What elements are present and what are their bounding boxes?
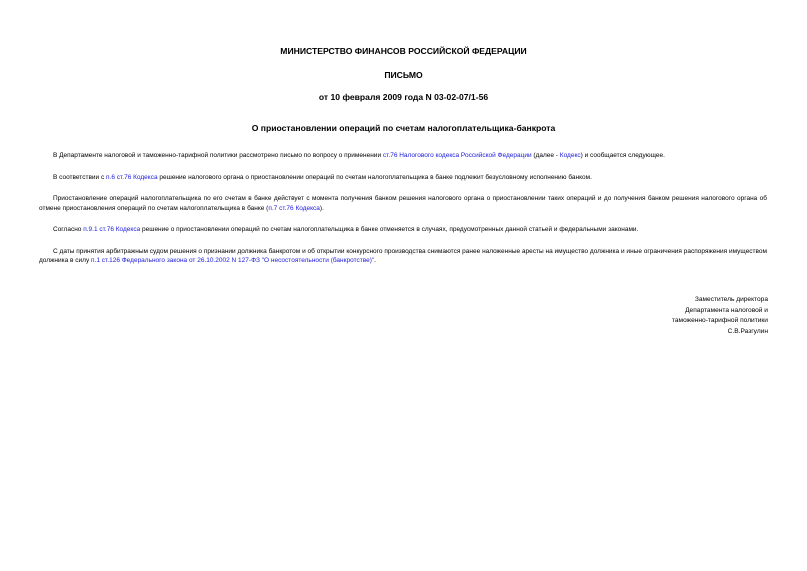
paragraph-1 — [39, 151, 767, 161]
link-article-76-tax-code[interactable]: ст.76 Налогового кодекса Российской Федерации — [382, 152, 532, 159]
signature-name: С.В.Разгулин — [727, 327, 768, 335]
paragraph-4 — [39, 225, 767, 235]
link-bankruptcy-law[interactable]: п.1 ст.126 Федерального закона от 26.10.2002 N 127-ФЗ "О несостоятельности (банкротстве)" — [91, 257, 375, 264]
paragraph-text: ). — [319, 204, 324, 212]
signature-block — [672, 295, 768, 337]
paragraph-5 — [39, 247, 767, 266]
document-type: ПИСЬМО — [384, 70, 423, 80]
paragraph-text: Приостановление операций налогоплательщика по его счетам в банке действует с момента получения банком решения налогового органа о приостановлении таких операций и до получения банком решения налогового органа об отмене приостановления операций по счетам налогоплательщика в банке ( — [39, 195, 767, 212]
document-subject: О приостановлении операций по счетам налогоплательщика-банкрота — [251, 123, 556, 133]
paragraph-text: В соответствии с — [53, 173, 107, 181]
signature-department: Департамента налоговой и — [685, 306, 768, 314]
link-p9-1-article-76[interactable]: п.9.1 ст.76 Кодекса — [83, 226, 141, 233]
paragraph-2 — [39, 173, 767, 183]
paragraph-text: С даты принятия арбитражным судом решения о признании должника банкротом и об открытии конкурсного производства снимаются ранее наложенные аресты на имущество должника и иные ограничения распоряжения имуществом должника в силу — [39, 247, 767, 264]
letter-body — [39, 151, 767, 266]
paragraph-text: решение налогового органа о приостановлении операций по счетам налогоплательщика в банке подлежит безусловному исполнению банком. — [157, 173, 592, 181]
paragraph-text: решение о приостановлении операций по счетам налогоплательщика в банке отменяется в случаях, предусмотренных данной статьей и федеральными законами. — [140, 226, 639, 233]
ministry-heading: МИНИСТЕРСТВО ФИНАНСОВ РОССИЙСКОЙ ФЕДЕРАЦИИ — [280, 46, 527, 56]
link-code[interactable]: Кодекс — [559, 152, 581, 159]
paragraph-text: В Департаменте налоговой и таможенно-тарифной политики рассмотрено письмо по вопросу о применении — [53, 152, 383, 159]
signature-position: Заместитель директора — [694, 296, 768, 303]
paragraph-text: Согласно — [53, 226, 84, 233]
paragraph-text: (далее - — [531, 152, 560, 159]
paragraph-text: ) и сообщается следующее. — [580, 152, 665, 159]
document-date: от 10 февраля 2009 года N 03-02-07/1-56 — [318, 92, 489, 102]
paragraph-3 — [39, 194, 767, 213]
link-p6-article-76[interactable]: п.6 ст.76 Кодекса — [106, 173, 158, 181]
paragraph-text: . — [374, 257, 376, 264]
link-p7-article-76[interactable]: п.7 ст.76 Кодекса — [268, 204, 320, 212]
signature-department-cont: таможенно-тарифной политики — [671, 317, 768, 324]
